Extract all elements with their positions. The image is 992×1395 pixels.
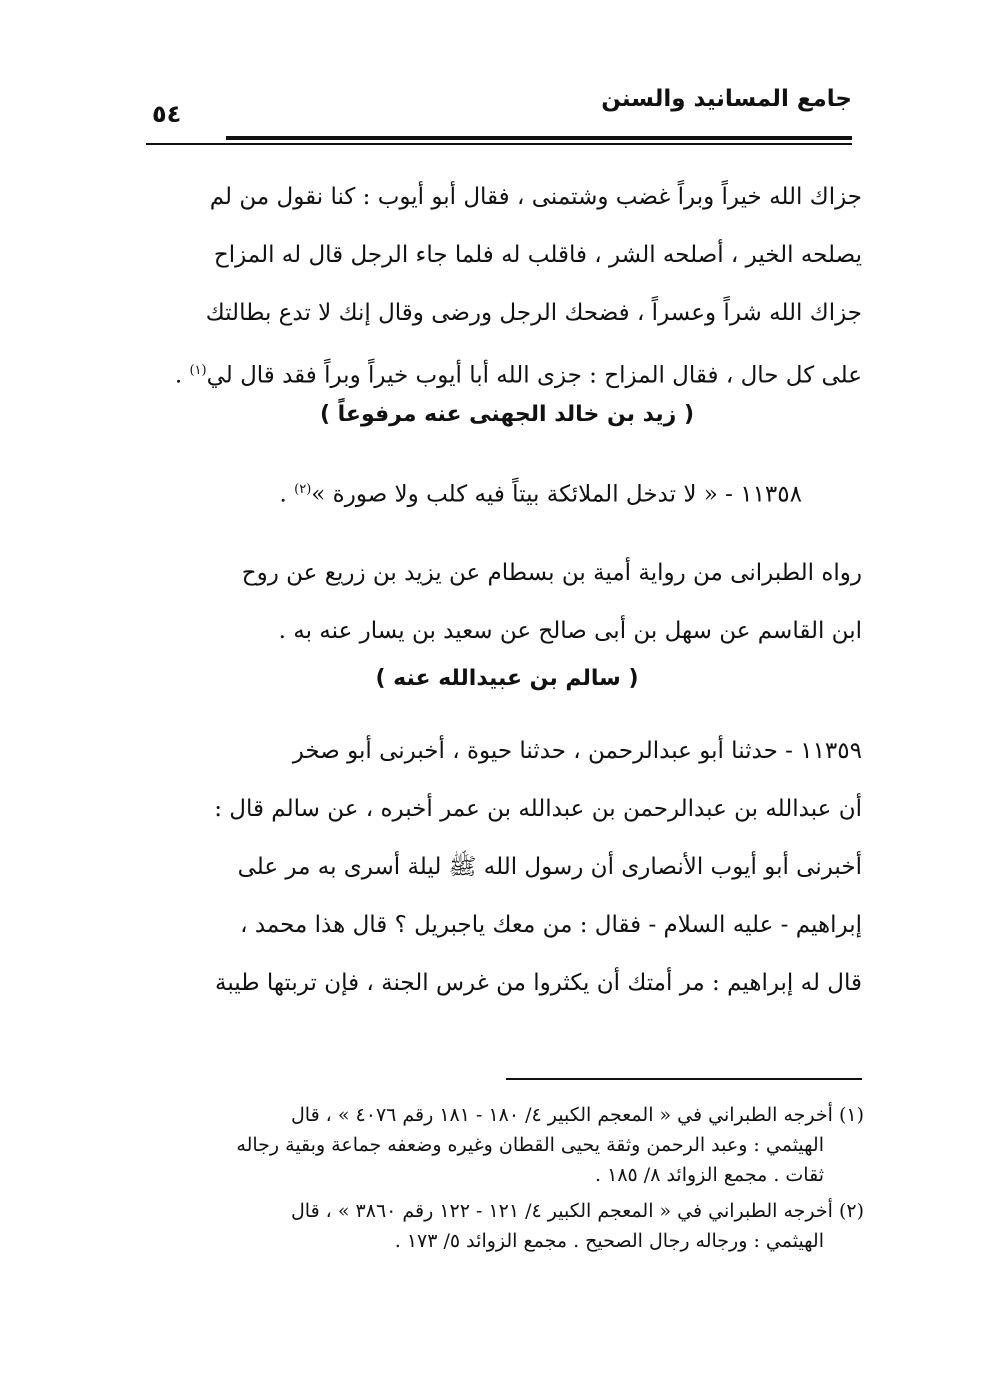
text-line: أخبرنى أبو أيوب الأنصارى أن رسول الله ﷺ ليلة أسرى به مر على — [237, 854, 862, 880]
sentence-end: . — [279, 481, 295, 508]
footnote-line: (١) أخرجه الطبراني في « المعجم الكبير ٤/ ١٨٠ - ١٨١ رقم ٤٠٧٦ » ، قال — [290, 1104, 864, 1126]
paragraph-2 — [152, 544, 862, 660]
text-line: ١١٣٥٩ - حدثنا أبو عبدالرحمن ، حدثنا حيوة ، أخبرنى أبو صخر — [292, 738, 862, 764]
paragraph-1 — [152, 168, 862, 405]
text-line: إبراهيم - عليه السلام - فقال : من معك ياجبريل ؟ قال هذا محمد ، — [240, 912, 862, 938]
footnotes — [152, 1100, 864, 1262]
sentence-end: . — [174, 362, 190, 389]
text-line: جزاك الله خيراً وبراً غضب وشتمنى ، فقال أبو أيوب : كنا نقول من لم — [209, 184, 862, 210]
footnote-line: ثقات . مجمع الزوائد ٨/ ١٨٥ . — [595, 1164, 824, 1186]
footnote-line: (٢) أخرجه الطبراني في « المعجم الكبير ٤/ ١٢١ - ١٢٢ رقم ٣٨٦٠ » ، قال — [290, 1200, 864, 1222]
text-line: أن عبدالله بن عبدالرحمن بن عبدالله بن عمر أخبره ، عن سالم قال : — [214, 796, 862, 822]
header-rule — [226, 136, 852, 140]
text-line: على كل حال ، فقال المزاح : جزى الله أبا أيوب خيراً وبراً فقد قال لي — [206, 362, 862, 389]
footnote-separator — [506, 1078, 862, 1080]
header-rule-thin — [146, 143, 852, 145]
footnote-line: الهيثمي : وعبد الرحمن وثقة يحيى القطان وغيره وضعفه جماعة وبقية رجاله — [236, 1134, 824, 1156]
footnote-2 — [152, 1196, 864, 1256]
page-number: ٥٤ — [152, 100, 182, 128]
text-line-last — [152, 342, 862, 405]
section-heading-1: ( زيد بن خالد الجهنى عنه مرفوعاً ) — [319, 402, 695, 427]
hadith-11358 — [152, 470, 862, 515]
footnote-line: الهيثمي : ورجاله رجال الصحيح . مجمع الزوائد ٥/ ١٧٣ . — [394, 1230, 824, 1252]
footnote-ref-2: (٢) — [294, 482, 312, 497]
footnote-1 — [152, 1100, 864, 1190]
paragraph-3 — [152, 722, 862, 1012]
text-line: يصلحه الخير ، أصلحه الشر ، فاقلب له فلما جاء الرجل قال له المزاح — [213, 242, 862, 268]
footnote-ref-1: (١) — [189, 363, 207, 378]
text-line: ابن القاسم عن سهل بن أبى صالح عن سعيد بن يسار عنه به . — [278, 618, 862, 644]
hadith-text: ١١٣٥٨ - « لا تدخل الملائكة بيتاً فيه كلب ولا صورة » — [311, 481, 802, 508]
running-header-title: جامع المسانيد والسنن — [601, 86, 852, 112]
section-heading-2: ( سالم بن عبيدالله عنه ) — [375, 666, 639, 691]
text-line: رواه الطبرانى من رواية أمية بن بسطام عن يزيد بن زريع عن روح — [241, 560, 862, 586]
text-line: قال له إبراهيم : مر أمتك أن يكثروا من غرس الجنة ، فإن تربتها طيبة — [215, 970, 862, 996]
text-line: جزاك الله شراً وعسراً ، فضحك الرجل ورضى وقال إنك لا تدع بطالتك — [205, 300, 862, 326]
